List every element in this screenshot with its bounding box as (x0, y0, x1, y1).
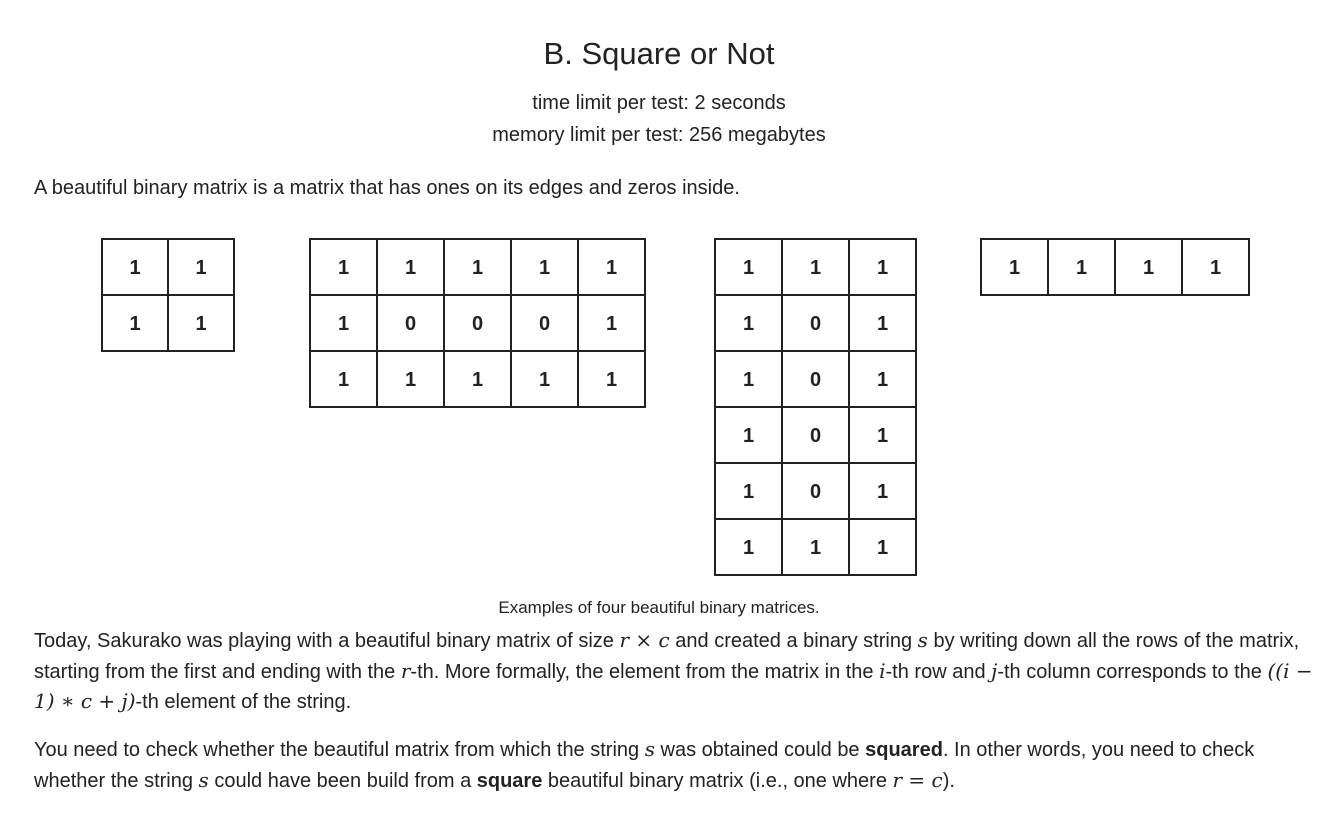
math-r-eq-c: r = c (892, 767, 943, 792)
math-r-2: r (400, 658, 411, 683)
matrix-cell-value: 0 (809, 481, 822, 503)
matrix-cell-value: 1 (1075, 257, 1088, 279)
paragraph-today (34, 626, 1318, 718)
p1-text-a: Today, Sakurako was playing with a beautiful binary matrix of size (34, 630, 620, 652)
matrix-cell-value: 1 (742, 313, 755, 335)
matrix-cell-value: 1 (742, 257, 755, 279)
matrix-cell-value: 1 (742, 537, 755, 559)
bold-squared: squared (865, 739, 943, 761)
matrix-cell-value: 1 (195, 313, 207, 335)
p1-text-g: -th element of the string. (135, 691, 352, 713)
matrix-cell-value: 1 (1142, 257, 1155, 279)
matrix-cell-value: 1 (404, 369, 417, 391)
p1-text-d: -th. More formally, the element from the matrix in the (410, 660, 880, 683)
matrix-cell-value: 1 (876, 257, 889, 279)
intro-paragraph: A beautiful binary matrix is a matrix that has ones on its edges and zeros inside. (34, 177, 740, 199)
math-s: s (917, 628, 928, 652)
matrix-3x5 (310, 239, 645, 407)
p1-text-b: and created a binary string (669, 630, 918, 652)
matrix-cell-value: 1 (129, 313, 141, 335)
matrix-1x4 (981, 239, 1249, 295)
matrix-cell-value: 0 (809, 369, 822, 391)
figure-caption: Examples of four beautiful binary matrices. (498, 598, 820, 617)
p2-text-f: ). (942, 769, 955, 792)
math-r: r (619, 628, 630, 652)
matrix-cell-value: 1 (605, 313, 618, 335)
matrix-cell-value: 1 (538, 257, 551, 279)
matrix-cell-value: 1 (1008, 257, 1021, 279)
p2-text-c: . In other words, you need to check whether the string (34, 739, 1255, 792)
time-limit: time limit per test: 2 seconds (532, 92, 786, 114)
matrix-cell-value: 1 (742, 481, 755, 503)
problem-title: B. Square or Not (543, 36, 775, 71)
matrix-cell-value: 1 (337, 257, 350, 279)
matrix-cell-value: 0 (809, 313, 822, 335)
matrix-cell-value: 1 (742, 425, 755, 447)
matrix-cell-value: 1 (809, 537, 822, 559)
p2-text-a: You need to check whether the beautiful matrix from which the string (34, 739, 645, 761)
math-i: i (879, 658, 886, 683)
p2-text-d: could have been build from a (208, 769, 477, 792)
matrix-cell-value: 1 (1209, 257, 1222, 279)
matrix-cell-value: 1 (471, 257, 484, 279)
matrix-cell-value: 1 (538, 369, 551, 391)
memory-limit: memory limit per test: 256 megabytes (492, 124, 826, 146)
math-s-2: s (644, 737, 655, 761)
matrix-cell-value: 1 (876, 369, 889, 391)
matrix-cell-value: 1 (876, 425, 889, 447)
matrix-cell-value: 1 (337, 369, 350, 391)
matrix-cell-value: 1 (404, 257, 417, 279)
matrix-cell-value: 1 (809, 257, 822, 279)
math-index-formula: ((i − 1) ∗ c + j) (34, 658, 1313, 713)
matrix-cell-value: 1 (195, 257, 207, 279)
matrix-cell-value: 0 (538, 313, 551, 335)
math-times: × (629, 628, 659, 652)
matrix-cell-value: 1 (337, 313, 350, 335)
matrix-cell-value: 0 (471, 313, 484, 335)
p1-text-f: -th column corresponds to the (997, 660, 1268, 683)
matrix-cell-value: 1 (605, 257, 618, 279)
bold-square: square (476, 769, 543, 792)
matrix-cell-value: 1 (129, 257, 141, 279)
matrix-cell-value: 1 (742, 369, 755, 391)
p1-text-e: -th row and (885, 660, 992, 683)
matrix-cell-value: 1 (876, 537, 889, 559)
matrix-cell-value: 0 (404, 313, 417, 335)
p1-text-c: by writing down all the rows of the matrix, starting from the first and ending with the (34, 630, 1300, 683)
math-s-3: s (198, 767, 209, 792)
matrix-cell-value: 0 (809, 425, 822, 447)
p2-text-e: beautiful binary matrix (i.e., one where (542, 769, 893, 792)
math-j: j (991, 658, 998, 683)
matrix-2x2 (102, 239, 234, 351)
matrix-cell-value: 1 (876, 313, 889, 335)
matrix-cell-value: 1 (471, 369, 484, 391)
paragraph-check (34, 735, 1318, 796)
p2-text-b: was obtained could be (654, 739, 866, 761)
matrix-cell-value: 1 (605, 369, 618, 391)
matrix-cell-value: 1 (876, 481, 889, 503)
math-c: c (658, 628, 670, 652)
matrix-6x3 (715, 239, 916, 575)
